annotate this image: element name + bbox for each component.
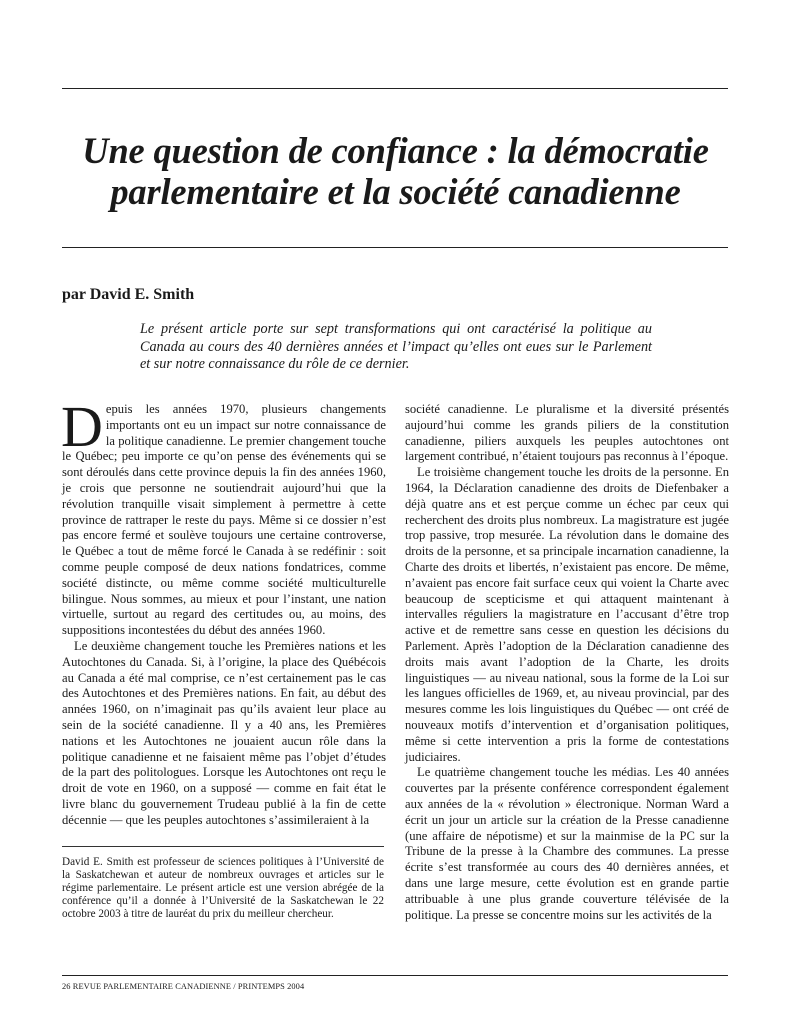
author-byline: par David E. Smith xyxy=(62,286,195,303)
title-line-1: Une question de confiance : la démocratie xyxy=(82,130,709,171)
paragraph-text: epuis les années 1970, plusieurs changements importants ont eu un impact sur notre connaissance de la politique canadienne. Le premier changement touche le Québec; peu importe ce qu’on pense des événements qui se sont déroulés dans cette province depuis la fin des années 1960, je crois que personne ne soutiendrait aujourd’hui que la révolution tranquille visait simplement à permettre à cette province de rattraper le reste du pays. Même si ce dossier n’est pas encore fermé et soulève toujours une certaine controverse, le Québec a tout de même forcé le Canada à se redéfinir : soit comme peuple composé de deux nations fondatrices, comme société distincte, ou même comme société multiculturelle bilingue. Nous sommes, au mieux et pour l’instant, une nation virtuelle, surtout au regard des certitudes ou, au moins, des suppositions incontestées du début des années 1960. xyxy=(62,402,386,638)
top-rule xyxy=(62,88,728,89)
body-paragraph xyxy=(61,394,386,639)
body-column-right xyxy=(405,402,729,923)
body-column-left xyxy=(61,394,386,829)
body-paragraph: Le deuxième changement touche les Premières nations et les Autochtones du Canada. Si, à l’origine, la place des Québécois au Canada a été mal comprise, ce n’est certainement pas le cas des Autochtones et des Premières nations. En fait, au début des années 1960, on n’imaginait pas qu’ils avaient leur place au sein de la société canadienne. Il y a 40 ans, les Premières nations et les Autochtones ne jouaient aucun rôle dans la politique canadienne et ne faisaient même pas l’objet d’études de la part des politologues. Lorsque les Autochtones ont reçu le droit de vote en 1960, on a supposé — comme en fait état le livre blanc du gouvernement Trudeau publié à la fin de cette décennie — que les peuples autochtones s’assimileraient à la xyxy=(62,638,386,827)
article-abstract: Le présent article porte sur sept transformations qui ont caractérisé la politique au Canada au cours des 40 dernières années et l’impact qu’elles ont eues sur le Parlement et sur notre connaissance du rôle de ce dernier. xyxy=(140,321,652,372)
author-footnote: David E. Smith est professeur de sciences politiques à l’Université de la Saskatchewan et auteur de nombreux ouvrages et articles sur le régime parlementaire. Le présent article est une version abrégée de la conférence qu’il a donnée à l’Université de la Saskatchewan le 22 octobre 2003 à titre de lauréat du prix du meilleur chercheur. xyxy=(62,856,384,920)
title-line-2: parlementaire et la société canadienne xyxy=(110,171,681,212)
footnote-rule xyxy=(62,846,384,847)
footer-rule xyxy=(62,975,728,976)
article-title xyxy=(40,130,751,212)
body-paragraph: Le troisième changement touche les droits de la personne. En 1964, la Déclaration canadienne des droits de Diefenbaker a déjà quatre ans et est perçue comme un échec par ceux qui recherchent des droits plus nombreux. La magistrature est jugée trop passive, trop mesurée. La révolution dans le domaine des droits de la personne, et sa principale incarnation canadienne, la Charte des droits et libertés, n’existaient pas encore. De même, n’avaient pas encore fait surface ceux qui voient la Charte avec beaucoup de scepticisme et qui attaquent maintenant à intervalles réguliers la magistrature en l’accusant d’être trop active et de remettre sans cesse en question les décisions du Parlement. Après l’adoption de la Déclaration canadienne des droits mais avant l’adoption de la Charte, les droits linguistiques — au niveau national, sous la forme de la Loi sur les langues officielles de 1969, et, au niveau provincial, par des mesures comme les lois linguistiques du Québec — ont créé de nouveaux motifs d’intervention et d’organisation politiques, même si cette intervention a pris la forme de contestations judiciaires. xyxy=(405,465,729,764)
running-footer: 26 REVUE PARLEMENTAIRE CANADIENNE / PRINTEMPS 2004 xyxy=(62,982,305,991)
title-bottom-rule xyxy=(62,247,728,248)
body-paragraph: Le quatrième changement touche les médias. Les 40 années couvertes par la présente conférence correspondent également aux années de la « révolution » électronique. Norman Ward a écrit un jour un article sur la création de la Presse canadienne (une affaire de népotisme) et sur la mainmise de la PC sur la Tribune de la presse à la Chambre des communes. La presse écrite s’est transformée au cours des 40 dernières années, et dans une large mesure, cette évolution est en grande partie attribuable à une plus grande couverture télévisée de la politique. La presse se concentre moins sur les activités de la xyxy=(405,765,729,922)
body-paragraph: société canadienne. Le pluralisme et la diversité présentés aujourd’hui comme les grands piliers de la constitution canadienne, piliers auxquels les peuples autochtones ont largement contribué, n’étaient toujours pas reconnus à l’époque. xyxy=(405,402,729,464)
drop-cap: D xyxy=(61,394,103,459)
